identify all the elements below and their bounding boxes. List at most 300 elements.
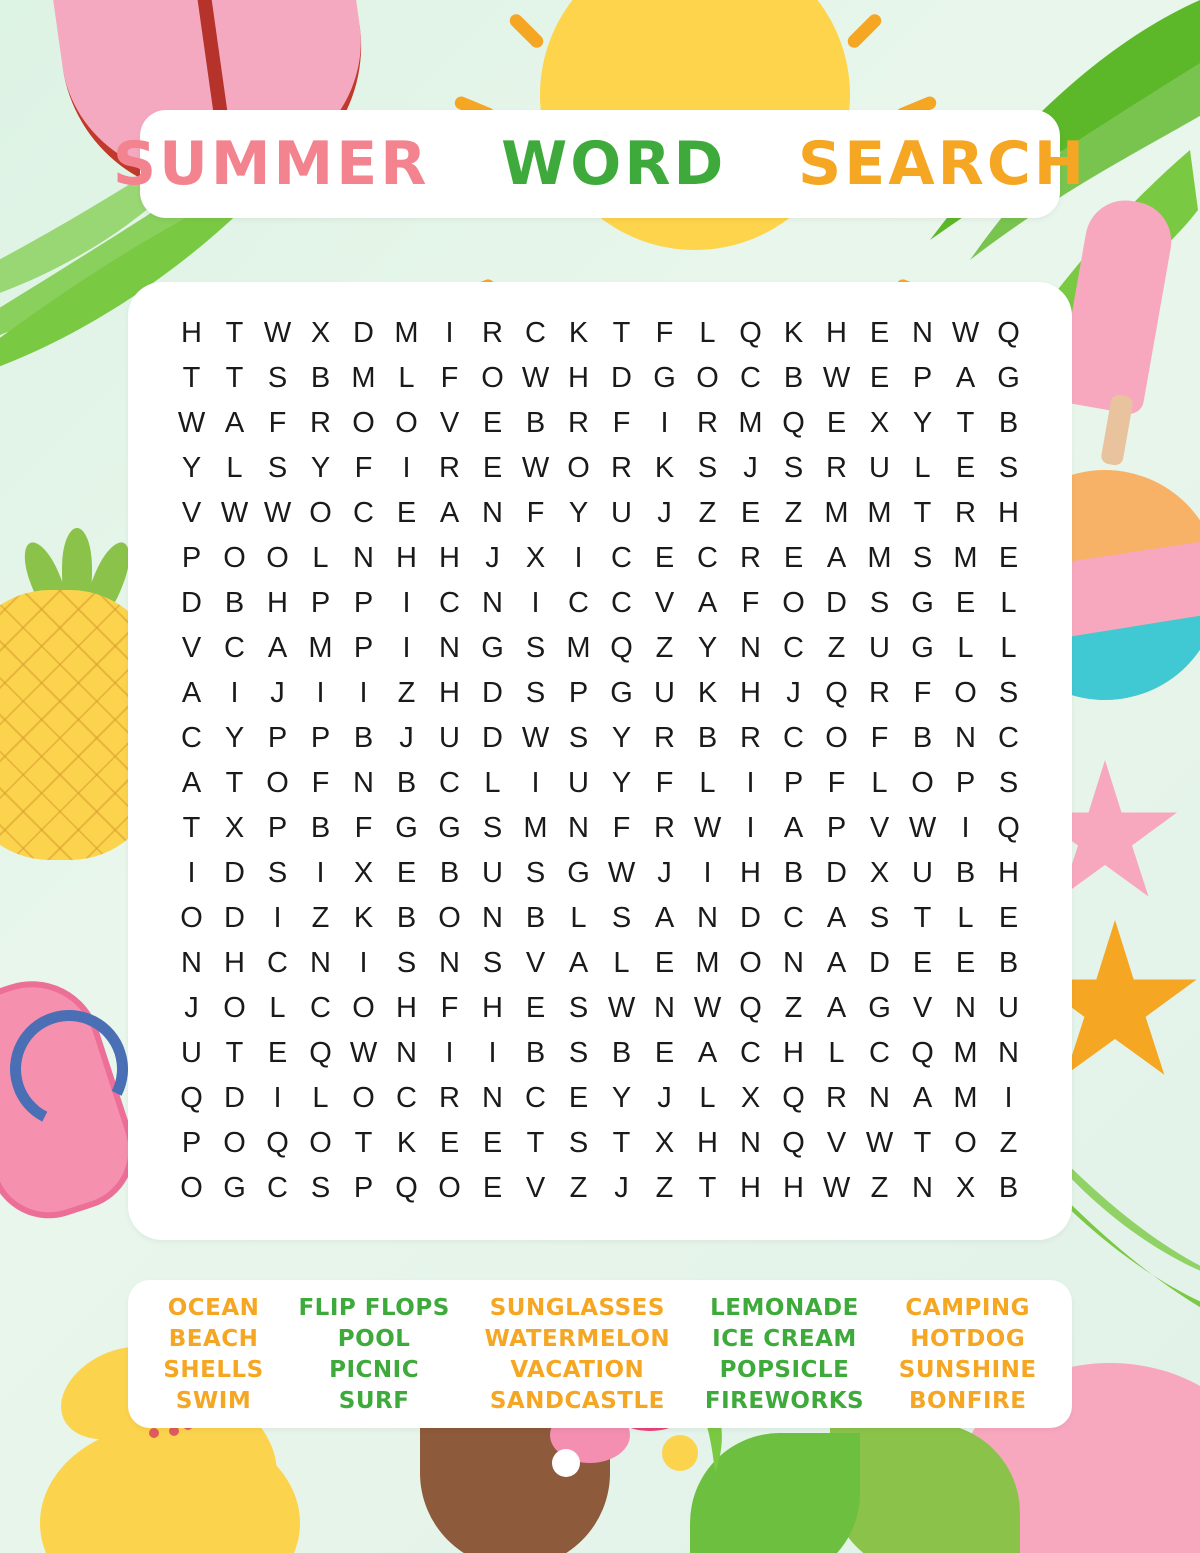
word-list-item[interactable]: SWIM bbox=[175, 1387, 252, 1414]
grid-letter[interactable]: T bbox=[182, 362, 201, 394]
word-list-item[interactable]: VACATION bbox=[510, 1356, 645, 1383]
grid-letter[interactable]: D bbox=[740, 902, 761, 934]
grid-letter[interactable]: X bbox=[654, 1127, 675, 1159]
grid-letter[interactable]: I bbox=[531, 587, 540, 619]
grid-letter[interactable]: G bbox=[911, 632, 934, 664]
grid-letter[interactable]: R bbox=[482, 317, 503, 349]
grid-letter[interactable]: N bbox=[654, 992, 675, 1024]
word-list-item[interactable]: CAMPING bbox=[905, 1294, 1031, 1321]
grid-letter[interactable]: I bbox=[703, 857, 712, 889]
word-list-item[interactable]: PICNIC bbox=[329, 1356, 420, 1383]
grid-letter[interactable]: W bbox=[220, 497, 249, 529]
grid-letter[interactable]: H bbox=[224, 947, 245, 979]
word-list-item[interactable]: WATERMELON bbox=[484, 1325, 671, 1352]
grid-letter[interactable]: I bbox=[574, 542, 583, 574]
grid-letter[interactable]: Y bbox=[697, 632, 718, 664]
grid-letter[interactable]: E bbox=[955, 452, 976, 484]
grid-letter[interactable]: E bbox=[482, 452, 503, 484]
grid-letter[interactable]: H bbox=[740, 857, 761, 889]
grid-letter[interactable]: Y bbox=[310, 452, 331, 484]
grid-letter[interactable]: K bbox=[568, 317, 589, 349]
grid-letter[interactable]: G bbox=[567, 857, 590, 889]
grid-letter[interactable]: W bbox=[521, 452, 550, 484]
grid-letter[interactable]: I bbox=[273, 902, 282, 934]
grid-letter[interactable]: C bbox=[783, 722, 804, 754]
grid-letter[interactable]: S bbox=[869, 902, 890, 934]
word-list-item[interactable]: SUNGLASSES bbox=[489, 1294, 665, 1321]
grid-letter[interactable]: E bbox=[525, 992, 546, 1024]
grid-letter[interactable]: L bbox=[957, 902, 974, 934]
grid-letter[interactable]: K bbox=[783, 317, 804, 349]
grid-letter[interactable]: E bbox=[482, 407, 503, 439]
grid-letter[interactable]: G bbox=[223, 1172, 246, 1204]
grid-letter[interactable]: P bbox=[181, 542, 202, 574]
grid-letter[interactable]: W bbox=[693, 812, 722, 844]
grid-letter[interactable]: J bbox=[657, 497, 672, 529]
grid-letter[interactable]: N bbox=[912, 1172, 933, 1204]
grid-letter[interactable]: N bbox=[568, 812, 589, 844]
grid-letter[interactable]: Q bbox=[997, 317, 1020, 349]
grid-letter[interactable]: V bbox=[181, 497, 202, 529]
grid-letter[interactable]: Y bbox=[611, 722, 632, 754]
grid-letter[interactable]: X bbox=[955, 1172, 976, 1204]
grid-letter[interactable]: Q bbox=[395, 1172, 418, 1204]
grid-letter[interactable]: S bbox=[869, 587, 890, 619]
grid-letter[interactable]: L bbox=[269, 992, 286, 1024]
grid-letter[interactable]: H bbox=[826, 317, 847, 349]
grid-letter[interactable]: S bbox=[396, 947, 417, 979]
grid-letter[interactable]: K bbox=[654, 452, 675, 484]
grid-letter[interactable]: N bbox=[912, 317, 933, 349]
grid-letter[interactable]: P bbox=[181, 1127, 202, 1159]
grid-letter[interactable]: W bbox=[865, 1127, 894, 1159]
grid-letter[interactable]: A bbox=[826, 992, 847, 1024]
grid-letter[interactable]: P bbox=[353, 632, 374, 664]
grid-letter[interactable]: T bbox=[612, 1127, 631, 1159]
grid-letter[interactable]: R bbox=[955, 497, 976, 529]
grid-letter[interactable]: F bbox=[870, 722, 889, 754]
grid-letter[interactable]: I bbox=[402, 587, 411, 619]
grid-letter[interactable]: F bbox=[913, 677, 932, 709]
word-list-item[interactable]: LEMONADE bbox=[710, 1294, 859, 1321]
grid-letter[interactable]: J bbox=[184, 992, 199, 1024]
grid-letter[interactable]: T bbox=[354, 1127, 373, 1159]
grid-letter[interactable]: M bbox=[738, 407, 763, 439]
grid-letter[interactable]: O bbox=[352, 407, 375, 439]
grid-letter[interactable]: O bbox=[954, 677, 977, 709]
grid-letter[interactable]: E bbox=[783, 542, 804, 574]
grid-letter[interactable]: A bbox=[826, 542, 847, 574]
grid-letter[interactable]: C bbox=[611, 542, 632, 574]
grid-letter[interactable]: P bbox=[783, 767, 804, 799]
grid-letter[interactable]: H bbox=[740, 1172, 761, 1204]
grid-letter[interactable]: I bbox=[445, 1037, 454, 1069]
word-list-item[interactable]: HOTDOG bbox=[910, 1325, 1026, 1352]
grid-letter[interactable]: R bbox=[654, 812, 675, 844]
grid-letter[interactable]: M bbox=[953, 1037, 978, 1069]
grid-letter[interactable]: I bbox=[402, 632, 411, 664]
grid-letter[interactable]: L bbox=[226, 452, 243, 484]
grid-letter[interactable]: R bbox=[439, 452, 460, 484]
grid-letter[interactable]: B bbox=[998, 407, 1019, 439]
grid-letter[interactable]: O bbox=[223, 542, 246, 574]
grid-letter[interactable]: I bbox=[402, 452, 411, 484]
grid-letter[interactable]: N bbox=[482, 902, 503, 934]
grid-letter[interactable]: A bbox=[912, 1082, 933, 1114]
word-list-item[interactable]: POOL bbox=[337, 1325, 411, 1352]
grid-letter[interactable]: B bbox=[955, 857, 976, 889]
grid-letter[interactable]: O bbox=[352, 992, 375, 1024]
grid-letter[interactable]: A bbox=[439, 497, 460, 529]
grid-letter[interactable]: F bbox=[354, 812, 373, 844]
word-list-item[interactable]: SANDCASTLE bbox=[489, 1387, 665, 1414]
grid-letter[interactable]: J bbox=[399, 722, 414, 754]
grid-letter[interactable]: E bbox=[912, 947, 933, 979]
grid-letter[interactable]: P bbox=[568, 677, 589, 709]
grid-letter[interactable]: R bbox=[826, 452, 847, 484]
grid-letter[interactable]: S bbox=[310, 1172, 331, 1204]
grid-letter[interactable]: D bbox=[181, 587, 202, 619]
grid-letter[interactable]: F bbox=[612, 407, 631, 439]
grid-letter[interactable]: G bbox=[997, 362, 1020, 394]
grid-letter[interactable]: S bbox=[525, 632, 546, 664]
grid-letter[interactable]: T bbox=[913, 497, 932, 529]
grid-letter[interactable]: H bbox=[740, 677, 761, 709]
grid-letter[interactable]: O bbox=[438, 1172, 461, 1204]
grid-letter[interactable]: T bbox=[225, 1037, 244, 1069]
grid-letter[interactable]: B bbox=[783, 857, 804, 889]
grid-letter[interactable]: J bbox=[743, 452, 758, 484]
grid-letter[interactable]: C bbox=[740, 1037, 761, 1069]
grid-letter[interactable]: A bbox=[826, 947, 847, 979]
grid-letter[interactable]: V bbox=[525, 1172, 546, 1204]
grid-letter[interactable]: Z bbox=[698, 497, 717, 529]
grid-letter[interactable]: I bbox=[531, 767, 540, 799]
grid-letter[interactable]: M bbox=[394, 317, 419, 349]
grid-letter[interactable]: F bbox=[526, 497, 545, 529]
grid-letter[interactable]: O bbox=[266, 542, 289, 574]
grid-letter[interactable]: B bbox=[783, 362, 804, 394]
grid-letter[interactable]: Z bbox=[784, 992, 803, 1024]
grid-letter[interactable]: T bbox=[182, 812, 201, 844]
grid-letter[interactable]: K bbox=[396, 1127, 417, 1159]
grid-letter[interactable]: Z bbox=[827, 632, 846, 664]
grid-letter[interactable]: I bbox=[1004, 1082, 1013, 1114]
grid-letter[interactable]: V bbox=[525, 947, 546, 979]
grid-letter[interactable]: D bbox=[826, 587, 847, 619]
grid-letter[interactable]: N bbox=[869, 1082, 890, 1114]
grid-letter[interactable]: U bbox=[654, 677, 675, 709]
grid-letter[interactable]: X bbox=[525, 542, 546, 574]
grid-letter[interactable]: F bbox=[655, 767, 674, 799]
grid-letter[interactable]: H bbox=[697, 1127, 718, 1159]
grid-letter[interactable]: O bbox=[825, 722, 848, 754]
grid-letter[interactable]: E bbox=[869, 362, 890, 394]
grid-letter[interactable]: O bbox=[782, 587, 805, 619]
grid-letter[interactable]: V bbox=[181, 632, 202, 664]
grid-letter[interactable]: J bbox=[657, 1082, 672, 1114]
grid-letter[interactable]: S bbox=[568, 992, 589, 1024]
grid-letter[interactable]: L bbox=[312, 542, 329, 574]
grid-letter[interactable]: B bbox=[998, 947, 1019, 979]
grid-letter[interactable]: O bbox=[223, 992, 246, 1024]
grid-letter[interactable]: P bbox=[353, 1172, 374, 1204]
grid-letter[interactable]: I bbox=[316, 857, 325, 889]
grid-letter[interactable]: Q bbox=[997, 812, 1020, 844]
grid-letter[interactable]: S bbox=[783, 452, 804, 484]
grid-letter[interactable]: B bbox=[310, 362, 331, 394]
grid-letter[interactable]: Q bbox=[180, 1082, 203, 1114]
grid-letter[interactable]: Z bbox=[655, 632, 674, 664]
grid-letter[interactable]: W bbox=[693, 992, 722, 1024]
grid-letter[interactable]: Z bbox=[655, 1172, 674, 1204]
grid-letter[interactable]: H bbox=[396, 992, 417, 1024]
grid-letter[interactable]: O bbox=[352, 1082, 375, 1114]
grid-letter[interactable]: I bbox=[445, 317, 454, 349]
grid-letter[interactable]: Z bbox=[311, 902, 330, 934]
grid-letter[interactable]: M bbox=[695, 947, 720, 979]
grid-letter[interactable]: T bbox=[956, 407, 975, 439]
grid-letter[interactable]: E bbox=[482, 1127, 503, 1159]
grid-letter[interactable]: L bbox=[699, 317, 716, 349]
grid-letter[interactable]: E bbox=[482, 1172, 503, 1204]
word-list-item[interactable]: POPSICLE bbox=[719, 1356, 850, 1383]
grid-letter[interactable]: U bbox=[439, 722, 460, 754]
grid-letter[interactable]: R bbox=[740, 542, 761, 574]
grid-letter[interactable]: I bbox=[746, 812, 755, 844]
grid-letter[interactable]: A bbox=[826, 902, 847, 934]
word-list-item[interactable]: ICE CREAM bbox=[712, 1325, 857, 1352]
grid-letter[interactable]: Q bbox=[825, 677, 848, 709]
grid-letter[interactable]: I bbox=[230, 677, 239, 709]
grid-letter[interactable]: V bbox=[869, 812, 890, 844]
grid-letter[interactable]: E bbox=[396, 857, 417, 889]
grid-letter[interactable]: B bbox=[439, 857, 460, 889]
grid-letter[interactable]: C bbox=[611, 587, 632, 619]
grid-letter[interactable]: W bbox=[822, 362, 851, 394]
grid-letter[interactable]: B bbox=[525, 1037, 546, 1069]
grid-letter[interactable]: V bbox=[654, 587, 675, 619]
grid-letter[interactable]: K bbox=[697, 677, 718, 709]
grid-letter[interactable]: D bbox=[869, 947, 890, 979]
grid-letter[interactable]: E bbox=[998, 902, 1019, 934]
grid-letter[interactable]: I bbox=[359, 947, 368, 979]
grid-letter[interactable]: C bbox=[783, 902, 804, 934]
grid-letter[interactable]: V bbox=[912, 992, 933, 1024]
grid-letter[interactable]: F bbox=[354, 452, 373, 484]
grid-letter[interactable]: J bbox=[657, 857, 672, 889]
grid-letter[interactable]: O bbox=[954, 1127, 977, 1159]
word-list-item[interactable]: SURF bbox=[338, 1387, 410, 1414]
grid-letter[interactable]: G bbox=[653, 362, 676, 394]
grid-letter[interactable]: S bbox=[267, 452, 288, 484]
grid-letter[interactable]: N bbox=[310, 947, 331, 979]
grid-letter[interactable]: C bbox=[396, 1082, 417, 1114]
grid-letter[interactable]: A bbox=[955, 362, 976, 394]
grid-letter[interactable]: C bbox=[353, 497, 374, 529]
grid-letter[interactable]: O bbox=[438, 902, 461, 934]
grid-letter[interactable]: N bbox=[396, 1037, 417, 1069]
grid-letter[interactable]: R bbox=[869, 677, 890, 709]
grid-letter[interactable]: V bbox=[826, 1127, 847, 1159]
grid-letter[interactable]: I bbox=[316, 677, 325, 709]
grid-letter[interactable]: E bbox=[869, 317, 890, 349]
grid-letter[interactable]: S bbox=[525, 677, 546, 709]
grid-letter[interactable]: W bbox=[951, 317, 980, 349]
grid-letter[interactable]: R bbox=[740, 722, 761, 754]
grid-letter[interactable]: R bbox=[826, 1082, 847, 1114]
grid-letter[interactable]: W bbox=[263, 497, 292, 529]
grid-letter[interactable]: Y bbox=[912, 407, 933, 439]
grid-letter[interactable]: N bbox=[482, 1082, 503, 1114]
grid-letter[interactable]: F bbox=[440, 992, 459, 1024]
grid-letter[interactable]: O bbox=[696, 362, 719, 394]
grid-letter[interactable]: M bbox=[953, 542, 978, 574]
grid-letter[interactable]: N bbox=[740, 1127, 761, 1159]
grid-letter[interactable]: N bbox=[181, 947, 202, 979]
grid-letter[interactable]: Y bbox=[568, 497, 589, 529]
grid-letter[interactable]: L bbox=[871, 767, 888, 799]
grid-letter[interactable]: A bbox=[224, 407, 245, 439]
grid-letter[interactable]: I bbox=[359, 677, 368, 709]
grid-letter[interactable]: H bbox=[396, 542, 417, 574]
grid-letter[interactable]: P bbox=[310, 722, 331, 754]
word-list-item[interactable]: OCEAN bbox=[167, 1294, 260, 1321]
grid-letter[interactable]: M bbox=[867, 497, 892, 529]
grid-letter[interactable]: O bbox=[223, 1127, 246, 1159]
grid-letter[interactable]: H bbox=[783, 1172, 804, 1204]
grid-letter[interactable]: Z bbox=[999, 1127, 1018, 1159]
grid-letter[interactable]: M bbox=[867, 542, 892, 574]
grid-letter[interactable]: D bbox=[826, 857, 847, 889]
grid-letter[interactable]: O bbox=[180, 902, 203, 934]
grid-letter[interactable]: D bbox=[224, 902, 245, 934]
grid-letter[interactable]: T bbox=[225, 317, 244, 349]
grid-letter[interactable]: A bbox=[783, 812, 804, 844]
grid-letter[interactable]: Y bbox=[224, 722, 245, 754]
grid-letter[interactable]: K bbox=[353, 902, 374, 934]
grid-letter[interactable]: N bbox=[955, 992, 976, 1024]
grid-letter[interactable]: H bbox=[783, 1037, 804, 1069]
word-list-item[interactable]: SHELLS bbox=[163, 1356, 264, 1383]
grid-letter[interactable]: M bbox=[351, 362, 376, 394]
grid-letter[interactable]: O bbox=[739, 947, 762, 979]
grid-letter[interactable]: B bbox=[998, 1172, 1019, 1204]
grid-letter[interactable]: J bbox=[485, 542, 500, 574]
grid-letter[interactable]: C bbox=[783, 632, 804, 664]
grid-letter[interactable]: B bbox=[912, 722, 933, 754]
grid-letter[interactable]: G bbox=[395, 812, 418, 844]
grid-letter[interactable]: C bbox=[439, 767, 460, 799]
grid-letter[interactable]: H bbox=[439, 542, 460, 574]
grid-letter[interactable]: C bbox=[740, 362, 761, 394]
word-list-item[interactable]: FIREWORKS bbox=[704, 1387, 865, 1414]
grid-letter[interactable]: A bbox=[568, 947, 589, 979]
grid-letter[interactable]: U bbox=[912, 857, 933, 889]
grid-letter[interactable]: P bbox=[267, 812, 288, 844]
grid-letter[interactable]: U bbox=[181, 1037, 202, 1069]
grid-letter[interactable]: M bbox=[308, 632, 333, 664]
grid-letter[interactable]: O bbox=[266, 767, 289, 799]
grid-letter[interactable]: F bbox=[612, 812, 631, 844]
grid-letter[interactable]: R bbox=[611, 452, 632, 484]
grid-letter[interactable]: C bbox=[267, 1172, 288, 1204]
grid-letter[interactable]: D bbox=[482, 677, 503, 709]
grid-letter[interactable]: C bbox=[568, 587, 589, 619]
grid-letter[interactable]: F bbox=[741, 587, 760, 619]
grid-letter[interactable]: C bbox=[224, 632, 245, 664]
grid-letter[interactable]: L bbox=[1000, 632, 1017, 664]
grid-letter[interactable]: C bbox=[267, 947, 288, 979]
grid-letter[interactable]: T bbox=[913, 902, 932, 934]
grid-letter[interactable]: E bbox=[826, 407, 847, 439]
grid-letter[interactable]: D bbox=[353, 317, 374, 349]
grid-letter[interactable]: C bbox=[525, 317, 546, 349]
grid-letter[interactable]: C bbox=[181, 722, 202, 754]
grid-letter[interactable]: H bbox=[267, 587, 288, 619]
grid-letter[interactable]: X bbox=[869, 857, 890, 889]
grid-letter[interactable]: D bbox=[482, 722, 503, 754]
grid-letter[interactable]: S bbox=[998, 452, 1019, 484]
grid-letter[interactable]: P bbox=[353, 587, 374, 619]
grid-letter[interactable]: F bbox=[311, 767, 330, 799]
grid-letter[interactable]: E bbox=[568, 1082, 589, 1114]
grid-letter[interactable]: J bbox=[786, 677, 801, 709]
grid-letter[interactable]: C bbox=[310, 992, 331, 1024]
grid-letter[interactable]: X bbox=[224, 812, 245, 844]
grid-letter[interactable]: B bbox=[396, 902, 417, 934]
grid-letter[interactable]: G bbox=[481, 632, 504, 664]
grid-letter[interactable]: F bbox=[655, 317, 674, 349]
grid-letter[interactable]: H bbox=[998, 497, 1019, 529]
grid-letter[interactable]: I bbox=[961, 812, 970, 844]
grid-letter[interactable]: Q bbox=[782, 1127, 805, 1159]
grid-letter[interactable]: O bbox=[309, 1127, 332, 1159]
grid-letter[interactable]: D bbox=[224, 1082, 245, 1114]
grid-letter[interactable]: L bbox=[699, 1082, 716, 1114]
grid-letter[interactable]: U bbox=[482, 857, 503, 889]
grid-letter[interactable]: Y bbox=[181, 452, 202, 484]
grid-letter[interactable]: L bbox=[398, 362, 415, 394]
grid-letter[interactable]: O bbox=[309, 497, 332, 529]
grid-letter[interactable]: T bbox=[225, 767, 244, 799]
grid-letter[interactable]: S bbox=[912, 542, 933, 574]
grid-letter[interactable]: N bbox=[783, 947, 804, 979]
grid-letter[interactable]: T bbox=[698, 1172, 717, 1204]
grid-letter[interactable]: L bbox=[828, 1037, 845, 1069]
grid-letter[interactable]: W bbox=[822, 1172, 851, 1204]
grid-letter[interactable]: L bbox=[1000, 587, 1017, 619]
grid-letter[interactable]: N bbox=[439, 947, 460, 979]
grid-letter[interactable]: Z bbox=[870, 1172, 889, 1204]
grid-letter[interactable]: O bbox=[481, 362, 504, 394]
grid-letter[interactable]: M bbox=[523, 812, 548, 844]
grid-letter[interactable]: B bbox=[310, 812, 331, 844]
grid-letter[interactable]: I bbox=[660, 407, 669, 439]
grid-letter[interactable]: I bbox=[273, 1082, 282, 1114]
grid-letter[interactable]: D bbox=[224, 857, 245, 889]
grid-letter[interactable]: S bbox=[998, 767, 1019, 799]
grid-letter[interactable]: W bbox=[607, 857, 636, 889]
grid-letter[interactable]: H bbox=[998, 857, 1019, 889]
grid-letter[interactable]: A bbox=[697, 1037, 718, 1069]
grid-letter[interactable]: W bbox=[521, 722, 550, 754]
grid-letter[interactable]: Y bbox=[611, 767, 632, 799]
grid-letter[interactable]: L bbox=[957, 632, 974, 664]
grid-letter[interactable]: Q bbox=[309, 1037, 332, 1069]
grid-letter[interactable]: Z bbox=[569, 1172, 588, 1204]
grid-letter[interactable]: H bbox=[439, 677, 460, 709]
